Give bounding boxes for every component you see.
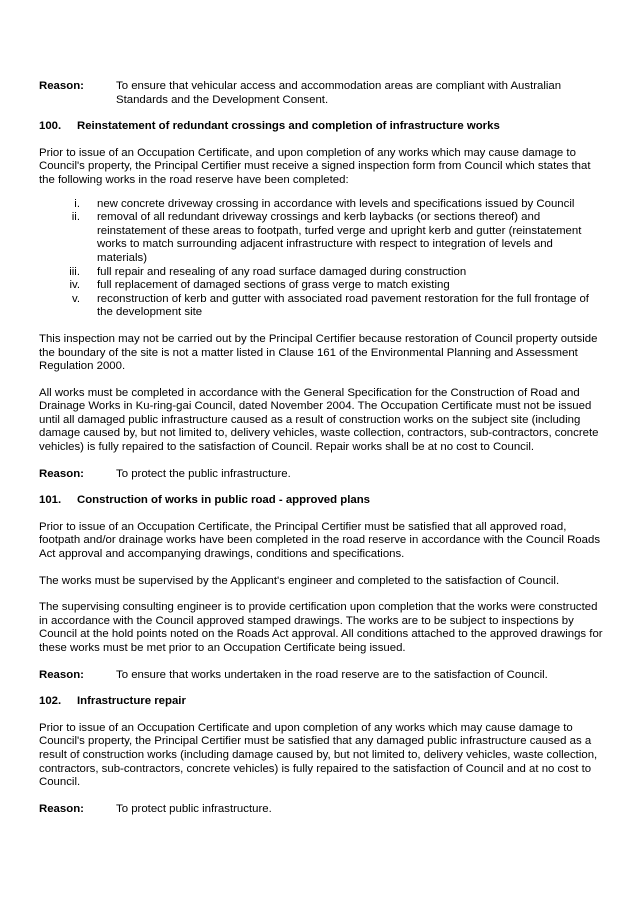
- section-102-heading: [39, 695, 605, 709]
- reason-text: To protect public infrastructure.: [116, 802, 272, 815]
- paragraph: All works must be completed in accordance with the General Specification for the Construction of Road and Drainage Works in Ku-ring-gai Council, dated November 2004. The Occupation Certificate must not be issued until all damaged public infrastructure caused as a result of construction works on the subject site (including damage caused by, but not limited to, delivery vehicles, waste collection, contractors, sub-contractors, concrete vehicles) is fully repaired to the satisfaction of Council. Repair works shall be at no cost to Council.: [39, 386, 599, 454]
- paragraph: The supervising consulting engineer is to provide certification upon completion that the works were constructed in accordance with the Council approved stamped drawings. The works are to be subject to inspections by Council at the hold points noted on the Roads Act approval. All conditions attached to the approved drawings for these works must be met prior to an Occupation Certificate being issued.: [39, 601, 603, 654]
- paragraph: This inspection may not be carried out by the Principal Certifier because restoration of Council property outside the boundary of the site is not a matter listed in Clause 161 of the Environmental Planning and Assessment Regulation 2000.: [39, 332, 598, 373]
- section-number: 100.: [39, 120, 62, 133]
- reason-label: Reason:: [39, 802, 84, 815]
- reason-text: To ensure that works undertaken in the road reserve are to the satisfaction of Council.: [116, 668, 548, 681]
- reason-block: [39, 80, 605, 107]
- reason-label: Reason:: [39, 467, 84, 480]
- section-number: 101.: [39, 494, 62, 507]
- section-title: Construction of works in public road - approved plans: [77, 494, 371, 507]
- list-item: iii. full repair and resealing of any road surface damaged during construction: [69, 265, 467, 278]
- paragraph: Prior to issue of an Occupation Certificate and upon completion of any works which may cause damage to Council's property, the Principal Certifier must be satisfied that any damaged public infrastructure caused as a result of construction works (including damage caused by, but not limited to, delivery vehicles, waste collection, contractors, sub-contractors, concrete vehicles) is fully repaired to the satisfaction of Council and at no cost to Council.: [39, 721, 598, 789]
- section-100-heading: [39, 120, 605, 134]
- reason-block: [39, 468, 605, 482]
- list-item: v. reconstruction of kerb and gutter with associated road pavement restoration for the full frontage of the development site: [71, 292, 589, 319]
- paragraph: The works must be supervised by the Applicant's engineer and completed to the satisfaction of Council.: [39, 574, 560, 587]
- reason-label: Reason:: [39, 668, 84, 681]
- list-item: iv. full replacement of damaged sections of grass verge to match existing: [69, 279, 450, 292]
- section-title: Reinstatement of redundant crossings and completion of infrastructure works: [77, 120, 500, 133]
- list-item: ii. removal of all redundant driveway crossings and kerb laybacks (or sections thereof) and reinstatement of these areas to footpath, turfed verge and upright kerb and gutter (reinstatement works to match surrounding adjacent infrastructure with respect to integration of levels and materials): [71, 211, 582, 264]
- paragraph: Prior to issue of an Occupation Certificate, the Principal Certifier must be satisfied that all approved road, footpath and/or drainage works have been completed in the road reserve in accordance with the Council Roads Act approval and accompanying drawings, conditions and specifications.: [39, 520, 601, 561]
- reason-label: Reason:: [39, 80, 84, 92]
- section-number: 102.: [39, 695, 62, 708]
- reason-block: [39, 669, 605, 683]
- reason-text: To protect the public infrastructure.: [116, 467, 291, 480]
- paragraph: Prior to issue of an Occupation Certificate, and upon completion of any works which may cause damage to Council's property, the Principal Certifier must receive a signed inspection form from Council which states that the following works in the road reserve have been completed:: [39, 146, 591, 186]
- reason-block: [39, 803, 605, 817]
- list-item: i. new concrete driveway crossing in accordance with levels and specifications issued by Council: [74, 197, 575, 210]
- section-title: Infrastructure repair: [77, 695, 186, 708]
- section-101-heading: [39, 494, 605, 508]
- reason-text: To ensure that vehicular access and accommodation areas are compliant with Australian Standards and the Development Consent.: [116, 80, 562, 106]
- document-page: [39, 80, 605, 816]
- works-list: [39, 198, 605, 320]
